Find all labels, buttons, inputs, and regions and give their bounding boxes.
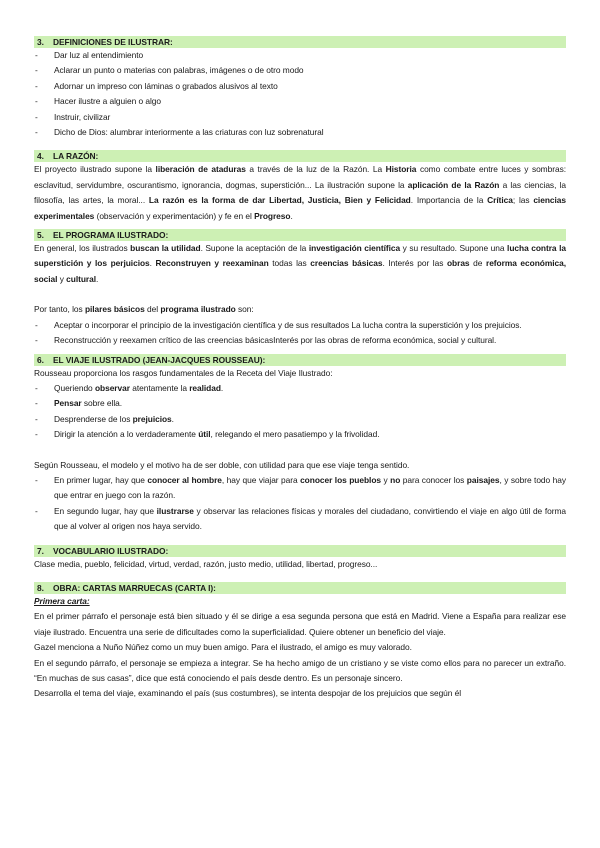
section-title: OBRA: CARTAS MARRUECAS (CARTA I): xyxy=(53,582,216,593)
paragraph: Por tanto, los pilares básicos del programa ilustrado son: xyxy=(34,304,254,315)
paragraph: El proyecto ilustrado supone la liberación de ataduras a través de la luz de la Razón. La Historia como combate entre luces y sombras: esclavitud, servidumbre, oscurantismo, ignorancia, dogmas, superstición... La ilustración supone la aplicación de la Razón a las ciencias, la filosofía, las artes, la moral... La razón es la forma de dar Libertad, Justicia, Bien y Felicidad. Importancia de la Crítica; las ciencias experimentales (observación y experimentación) y fe en el Progreso. xyxy=(34,164,566,221)
section-7-heading xyxy=(34,545,566,557)
paragraph: En general, los ilustrados buscan la utilidad. Supone la aceptación de la investigación científica y su resultado. Supone una lucha contra la superstición y los perjuicios. Reconstruyen y reexaminan todas las creencias básicas. Interés por las obras de reforma económica, social y cultural. xyxy=(34,243,567,284)
paragraph: Rousseau proporciona los rasgos fundamentales de la Receta del Viaje Ilustrado: xyxy=(34,367,333,378)
section-6-heading xyxy=(34,354,566,366)
section-8-heading xyxy=(34,582,566,594)
section-title: EL PROGRAMA ILUSTRADO: xyxy=(53,230,169,241)
list-item: - Reconstrucción y reexamen crítico de las creencias básicasInterés por las obras de reforma económica, social y cultural. xyxy=(34,333,566,348)
list-item: - En primer lugar, hay que conocer al hombre, hay que viajar para conocer los pueblos y no para conocer los paisajes, y sobre todo hay que entrar en juego con la razón. xyxy=(34,473,566,504)
section-number: 7. xyxy=(37,545,44,556)
list-item: - Hacer ilustre a alguien o algo xyxy=(34,94,566,109)
section-title: DEFINICIONES DE ILUSTRAR: xyxy=(53,37,173,47)
section-number: 8. xyxy=(37,582,44,593)
section-number: 6. xyxy=(37,354,44,365)
pillars-list xyxy=(34,318,566,349)
list-item: - Dar luz al entendimiento xyxy=(34,48,566,63)
recipe-list xyxy=(34,381,566,443)
paragraph: Según Rousseau, el modelo y el motivo ha de ser doble, con utilidad para que ese viaje tenga sentido. xyxy=(34,459,410,470)
list-item: - Aclarar un punto o materias con palabras, imágenes o de otro modo xyxy=(34,63,566,78)
section-title: VOCABULARIO ILUSTRADO: xyxy=(53,545,169,556)
definitions-list xyxy=(34,48,566,140)
section-title: LA RAZÓN: xyxy=(53,151,99,162)
paragraph: En el segundo párrafo, el personaje se empieza a integrar. Se ha hecho amigo de un cristiano y se viste como ellos para no parecer un extraño. “En muchas de sus casas”, dice que está conociendo el país desde dentro. Es un personaje sincero. xyxy=(34,657,566,683)
list-item: - Aceptar o incorporar el principio de la investigación científica y de sus resultados La lucha contra la superstición y los prejuicios. xyxy=(34,318,566,333)
list-item: - Dirigir la atención a lo verdaderamente útil, relegando el mero pasatiempo y la frivolidad. xyxy=(34,427,566,442)
list-item: - En segundo lugar, hay que ilustrarse y observar las relaciones físicas y morales del ciudadano, convirtiendo el viaje en algo útil de forma que al volver al origen nos haya servido. xyxy=(34,504,566,535)
list-item: - Desprenderse de los prejuicios. xyxy=(34,412,566,427)
section-3-heading xyxy=(34,36,566,48)
paragraph: Gazel menciona a Nuño Núñez como un muy buen amigo. Para el ilustrado, el amigo es muy valorado. xyxy=(34,642,412,653)
section-5-heading xyxy=(34,229,566,241)
section-title: EL VIAJE ILUSTRADO (JEAN-JACQUES ROUSSEAU): xyxy=(53,354,266,365)
section-4-heading xyxy=(34,150,566,162)
document-page xyxy=(34,36,566,702)
list-item: - Adornar un impreso con láminas o grabados alusivos al texto xyxy=(34,79,566,94)
paragraph: Desarrolla el tema del viaje, examinando el país (sus costumbres), se intenta despojar de los prejuicios que según él xyxy=(34,688,462,699)
list-item: - Instruir, civilizar xyxy=(34,110,566,125)
list-item: - Pensar sobre ella. xyxy=(34,396,566,411)
list-item: - Queriendo observar atentamente la realidad. xyxy=(34,381,566,396)
paragraph: Clase media, pueblo, felicidad, virtud, verdad, razón, justo medio, utilidad, libertad, progreso... xyxy=(34,558,378,569)
list-item: - Dicho de Dios: alumbrar interiormente a las criaturas con luz sobrenatural xyxy=(34,125,566,140)
subheading: Primera carta: xyxy=(34,595,90,606)
section-number: 5. xyxy=(37,230,44,241)
paragraph: En el primer párrafo el personaje está bien situado y él se dirige a esa segunda persona que está en Madrid. Viene a España para realizar ese viaje ilustrado. Encuentra una serie de dificultades como la superficialidad. Quiere obtener un beneficio del viaje. xyxy=(34,611,566,637)
section-number: 4. xyxy=(37,151,44,162)
rousseau-list xyxy=(34,473,566,535)
section-number: 3. xyxy=(37,37,44,47)
